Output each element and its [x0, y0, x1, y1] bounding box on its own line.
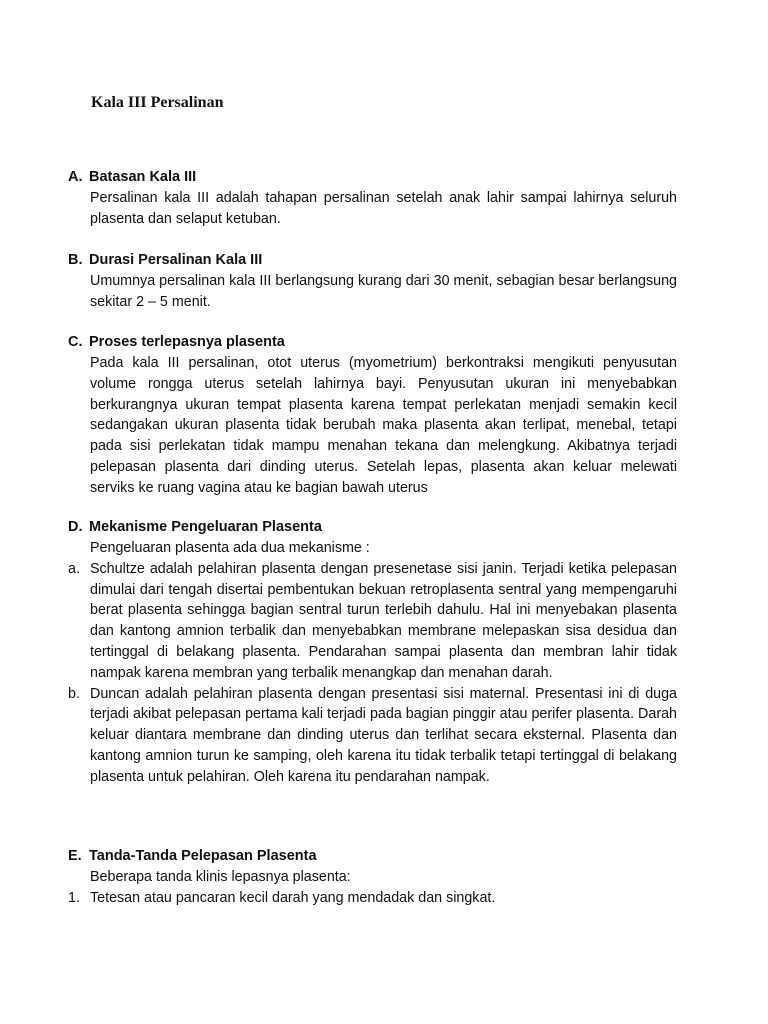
- list-item: [68, 888, 678, 909]
- list-item-text: Duncan adalah pelahiran plasenta dengan presentasi sisi maternal. Presentasi ini di duga terjadi akibat pelepasan pertama kali terjadi pada bagian pinggir atau perifer plasenta. Darah keluar diantara membrane dan dinding uterus dan terlihat secara eksternal. Plasenta dan kantong amnion turun ke samping, oleh karena itu tidak terbalik tetapi tertinggal di belakang plasenta untuk pelahiran. Oleh karena itu pendarahan nampak.: [90, 685, 677, 785]
- section-title: Batasan Kala III: [89, 169, 197, 185]
- list-marker: 1.: [68, 889, 80, 906]
- section-heading: [68, 846, 678, 867]
- section-e: [68, 846, 678, 909]
- section-c: [68, 332, 678, 499]
- section-heading: [68, 167, 678, 188]
- section-letter: C.: [68, 334, 83, 350]
- section-intro: Pengeluaran plasenta ada dua mekanisme :: [90, 540, 370, 556]
- section-heading: [68, 517, 678, 538]
- section-letter: E.: [68, 848, 82, 864]
- list-marker: a.: [68, 560, 80, 577]
- section-letter: A.: [68, 169, 83, 185]
- section-b: [68, 250, 678, 313]
- document-title: Kala III Persalinan: [91, 94, 224, 111]
- section-letter: B.: [68, 252, 83, 268]
- section-intro: Beberapa tanda klinis lepasnya plasenta:: [90, 869, 351, 885]
- list-item-text: Schultze adalah pelahiran plasenta dengan presenetase sisi janin. Terjadi ketika pelepasan dimulai dari tengah disertai pembentukan bekuan retroplasenta sentral yang mempengaruhi berat plasenta sehingga bagian sentral turun terlebih dahulu. Hal ini menyebakan plasenta dan kantong amnion terbalik dan menyebabkan membrane melepaskan sisa desidua dan tertinggal di belakang plasenta. Pendarahan sampai plasenta dan membran lahir tidak nampak karena membran yang terbalik menangkap dan menahan darah.: [90, 560, 677, 681]
- section-letter: D.: [68, 519, 83, 535]
- section-paragraph: Persalinan kala III adalah tahapan persalinan setelah anak lahir sampai lahirnya seluruh plasenta dan selaput ketuban.: [90, 190, 677, 227]
- section-heading: [68, 250, 678, 271]
- section-title: Mekanisme Pengeluaran Plasenta: [89, 519, 322, 535]
- section-a: [68, 167, 678, 230]
- section-title: Proses terlepasnya plasenta: [89, 334, 285, 350]
- list-item: [68, 684, 678, 788]
- section-title: Durasi Persalinan Kala III: [89, 252, 263, 268]
- list-item: [68, 559, 678, 684]
- list-item-text: Tetesan atau pancaran kecil darah yang mendadak dan singkat.: [90, 889, 496, 906]
- section-heading: [68, 332, 678, 353]
- section-title: Tanda-Tanda Pelepasan Plasenta: [89, 848, 317, 864]
- list-marker: b.: [68, 685, 80, 702]
- section-d: [68, 517, 678, 788]
- section-paragraph: Umumnya persalinan kala III berlangsung kurang dari 30 menit, sebagian besar berlangsung sekitar 2 – 5 menit.: [90, 273, 677, 310]
- section-paragraph: Pada kala III persalinan, otot uterus (myometrium) berkontraksi mengikuti penyusutan volume rongga uterus setelah lahirnya bayi. Penyusutan ukuran ini menyebabkan berkurangnya ukuran tempat plasenta karena tempat perlekatan menjadi semakin kecil sedangakan ukuran plasenta tidak berubah maka plasenta akan terlipat, menebal, tetapi pada sisi perlekatan tidak mampu menahan tekana dan melengkung. Akibatnya terjadi pelepasan plasenta dari dinding uterus. Setelah lepas, plasenta akan keluar melewati serviks ke ruang vagina atau ke bagian bawah uterus: [90, 355, 677, 496]
